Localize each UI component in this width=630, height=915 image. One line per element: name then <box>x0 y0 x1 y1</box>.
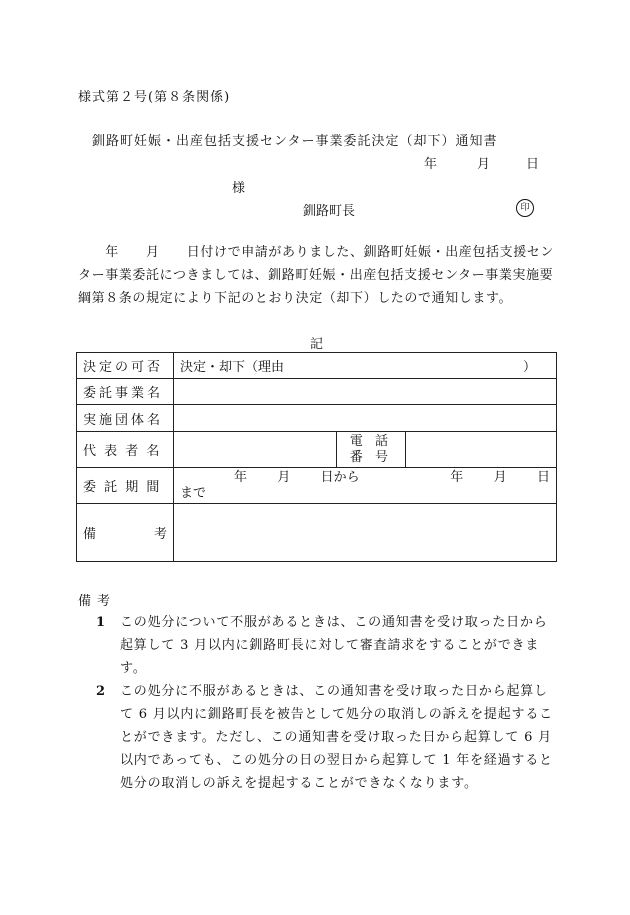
remarks-label-char2: 考 <box>153 527 167 542</box>
notes-heading: 備考 <box>78 594 117 609</box>
period-until: まで <box>180 486 207 501</box>
decision-cell[interactable] <box>174 353 557 379</box>
rep-label: 代 表 者 名 <box>77 432 174 468</box>
date-day: 日 <box>526 157 540 172</box>
project-label: 委託事業名 <box>77 379 174 405</box>
remarks-label <box>77 504 174 562</box>
rep-value-cell[interactable] <box>174 432 337 468</box>
issuer-name: 釧路町長 <box>303 204 356 219</box>
note-text: この処分に不服があるときは、この通知書を受け取った日から起算して 6 月以内に釧路町長を被告として処分の取消しの訴えを提起することができます。ただし、この通知書を受け取った日から起算して 6 月以内であっても、この処分の日の翌日から起算して 1 年を経過すると処分の取消しの訴えを提起することができなくなります。 <box>120 684 553 791</box>
tel-value-cell[interactable] <box>406 432 557 468</box>
period-month2: 月 <box>493 470 507 485</box>
date-month: 月 <box>477 157 491 172</box>
table-row-decision <box>77 353 557 379</box>
seal-mark: 印 <box>516 199 534 217</box>
details-table <box>76 352 557 562</box>
date-year: 年 <box>424 157 438 172</box>
period-year1: 年 <box>234 470 248 485</box>
period-day2: 日 <box>536 470 550 485</box>
table-row-period <box>77 468 557 504</box>
decision-value: 決定・却下（理由 <box>180 360 285 375</box>
period-label: 委 託 期 間 <box>77 468 174 504</box>
period-year2: 年 <box>450 470 464 485</box>
note-item-2 <box>96 680 554 795</box>
note-text: この処分について不服があるときは、この通知書を受け取った日から起算して 3 月以内に釧路町長に対して審査請求をすることができます。 <box>120 615 548 676</box>
project-value-cell[interactable] <box>174 379 557 405</box>
tel-label: 電 話 番 号 <box>337 432 406 468</box>
note-number: 1 <box>96 615 106 630</box>
decision-label: 決定の可否 <box>77 353 174 379</box>
table-row-remarks <box>77 504 557 562</box>
period-line <box>174 468 556 486</box>
decision-close: ） <box>522 360 536 375</box>
document-title: 釧路町妊娠・出産包括支援センター事業委託決定（却下）通知書 <box>92 134 498 149</box>
period-month1: 月 <box>277 470 291 485</box>
org-label: 実施団体名 <box>77 405 174 432</box>
remarks-label-char1: 備 <box>83 527 97 542</box>
date-line <box>424 153 539 172</box>
body-paragraph: 年 月 日付けで申請がありました、釧路町妊娠・出産包括支援センター事業委託につきましては、釧路町妊娠・出産包括支援センター事業実施要綱第８条の規定により下記のとおり決定（却下）したので通知します。 <box>78 245 555 306</box>
period-from: 日から <box>320 470 360 485</box>
form-number: 様式第２号(第８条関係) <box>78 90 231 105</box>
table-row-org <box>77 405 557 432</box>
period-cell[interactable] <box>174 468 557 504</box>
note-item-1 <box>96 611 554 680</box>
remarks-value-cell[interactable] <box>174 504 557 562</box>
note-number: 2 <box>96 684 106 699</box>
table-row-project <box>77 379 557 405</box>
table-row-rep <box>77 432 557 468</box>
addressee-suffix: 様 <box>232 181 246 196</box>
org-value-cell[interactable] <box>174 405 557 432</box>
ki-heading: 記 <box>310 337 324 352</box>
